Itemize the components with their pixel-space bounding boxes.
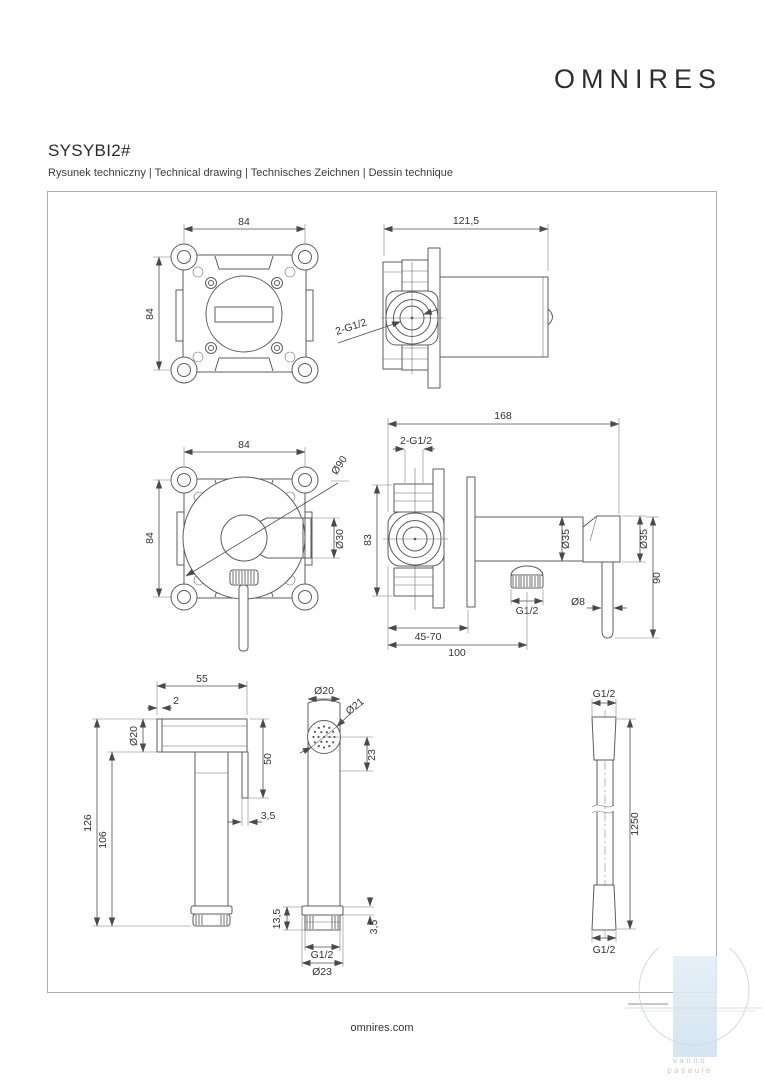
product-code: SYSYBI2# [48,141,131,160]
subtitle-multilang: Rysunek techniczny | Technical drawing | Technisches Zeichnen | Dessin technique [48,167,453,179]
trim-front-view [144,439,350,651]
dim-trim-side-body-diameter: Ø35 [560,529,572,549]
dim-handshower-front-thread: G1/2 [310,949,334,961]
footer-url: omnires.com [350,1022,414,1034]
dim-handshower-front-collar-height: 3,5 [368,919,380,935]
dim-handshower-side-hook-gap: 3,5 [260,810,276,822]
dim-trim-side-length: 168 [494,410,512,422]
dim-rough-in-front-height: 84 [144,308,156,320]
dim-handshower-side-total: 126 [82,814,94,832]
dim-trim-side-outlet-offset: 100 [448,647,466,659]
brand-logo: OMNIRES [553,64,722,94]
dim-handshower-side-head: 55 [196,673,208,685]
dim-trim-side-drop: 90 [651,572,663,584]
dim-handshower-side-head-diameter: Ø20 [128,726,140,746]
dim-trim-front-holder-diameter: Ø30 [334,529,346,549]
dim-hose-length: 1250 [629,812,641,836]
dim-handshower-front-diameter: Ø20 [314,685,334,697]
dim-trim-front-plate-diameter: Ø90 [329,453,350,477]
dim-trim-side-depth-range: 45-70 [414,631,442,643]
dim-trim-side-ports: 2-G1/2 [399,435,433,447]
dim-handshower-side-cap: 2 [173,695,179,707]
dim-handshower-front-nut-diameter: Ø23 [312,966,332,978]
dim-hose-thread-top: G1/2 [592,688,616,700]
dim-hose-thread-bottom: G1/2 [592,944,616,956]
dim-trim-side-knob-diameter: Ø35 [638,529,650,549]
handshower-side-view [82,673,275,926]
dim-handshower-front-face-diameter: Ø21 [343,695,367,718]
dim-rough-in-side-width: 121,5 [452,215,480,227]
dim-trim-front-height: 84 [144,532,156,544]
handshower-front-view [271,685,380,978]
watermark-text [650,1056,730,1076]
rough-in-box-side-view [334,215,553,388]
dim-handshower-side-hook: 50 [262,753,274,765]
dim-handshower-side-body: 106 [97,831,109,849]
dim-trim-front-width: 84 [238,439,250,451]
dim-handshower-front-face-offset: 23 [366,749,378,761]
watermark-line1: vannu [672,1056,708,1065]
trim-side-view [362,410,663,659]
dim-trim-side-outlet-thread: G1/2 [515,605,539,617]
shower-hose-view [592,688,641,956]
dim-rough-in-front-width: 84 [238,216,250,228]
dim-handshower-front-nut-height: 13,5 [271,908,283,930]
rough-in-box-front-view [144,216,318,383]
dim-rough-in-side-ports: 2-G1/2 [333,316,369,338]
dim-trim-side-height: 83 [362,534,374,546]
watermark-line2: pasaule [667,1066,713,1075]
dim-trim-side-pin-diameter: Ø8 [570,596,586,608]
